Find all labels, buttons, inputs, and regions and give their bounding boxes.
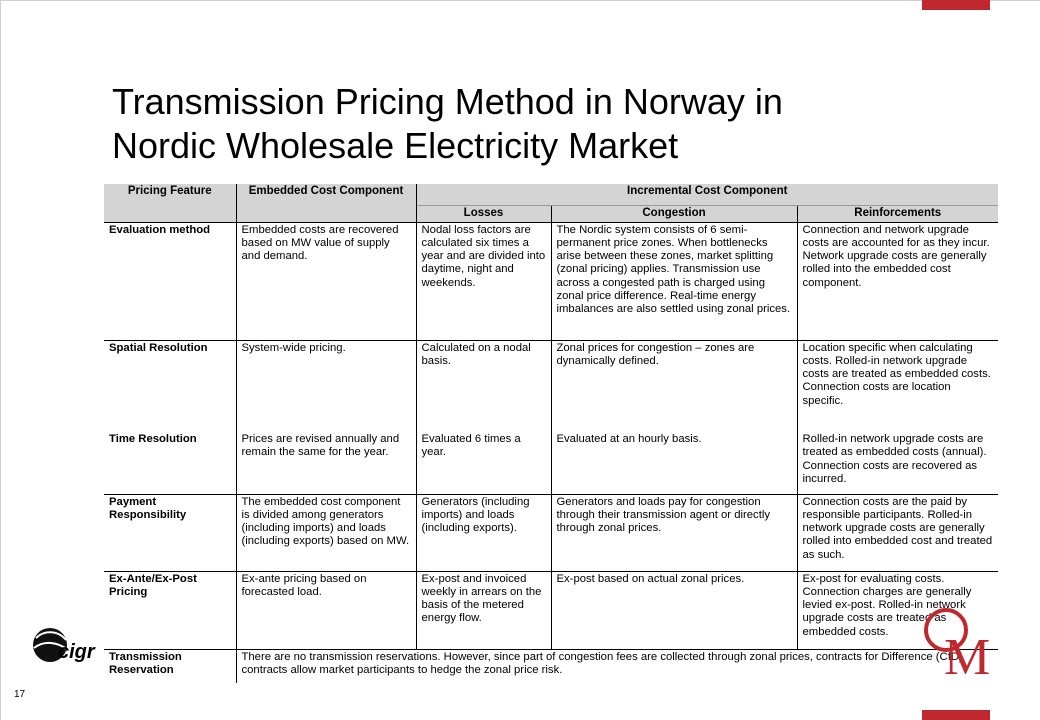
table-row (104, 494, 998, 571)
pricing-table (104, 184, 998, 683)
row-feature: Spatial Resolution (104, 340, 236, 432)
cell-embedded: The embedded cost component is divided among generators (including imports) and loads (including exports) based on MW. (236, 494, 416, 571)
table-row (104, 222, 998, 340)
om-logo (922, 604, 998, 684)
cigre-logo (28, 622, 104, 668)
cell-losses: Evaluated 6 times a year. (416, 432, 551, 494)
header-embedded-cost: Embedded Cost Component (236, 184, 416, 222)
cell-losses: Ex-post and invoiced weekly in arrears on the basis of the metered energy flow. (416, 571, 551, 649)
table-row (104, 571, 998, 649)
cell-embedded: Ex-ante pricing based on forecasted load. (236, 571, 416, 649)
page-number: 17 (14, 689, 26, 700)
cell-congestion: Ex-post based on actual zonal prices. (551, 571, 797, 649)
cell-congestion: Generators and loads pay for congestion through their transmission agent or directly through zonal prices. (551, 494, 797, 571)
cell-losses: Generators (including imports) and loads (including exports). (416, 494, 551, 571)
title-line-1: Transmission Pricing Method in Norway in (112, 81, 783, 122)
cell-reinforcements: Connection and network upgrade costs are accounted for as they incur. Network upgrade costs are generally rolled into the embedded cost component. (797, 222, 998, 340)
cell-reinforcements: Ex-post for evaluating costs. Connection charges are generally levied ex-post. Rolled-in network upgrade costs are treated as embedded costs. (797, 571, 998, 649)
row-feature: Payment Responsibility (104, 494, 236, 571)
header-congestion: Congestion (551, 205, 797, 222)
header-reinforcements: Reinforcements (797, 205, 998, 222)
header-row-1 (104, 184, 998, 205)
cell-congestion: Zonal prices for congestion – zones are dynamically defined. (551, 340, 797, 432)
row-feature: Evaluation method (104, 222, 236, 340)
cell-embedded: System-wide pricing. (236, 340, 416, 432)
table-row (104, 432, 998, 494)
cell-embedded: Embedded costs are recovered based on MW value of supply and demand. (236, 222, 416, 340)
cell-reinforcements: Connection costs are the paid by responsible participants. Rolled-in network upgrade costs are generally rolled into embedded cost and treated as such. (797, 494, 998, 571)
table-row (104, 340, 998, 432)
cell-losses: Calculated on a nodal basis. (416, 340, 551, 432)
bottom-accent-bar (922, 710, 990, 720)
cell-congestion: Evaluated at an hourly basis. (551, 432, 797, 494)
pricing-table-container (104, 184, 998, 695)
header-incremental-cost: Incremental Cost Component (416, 184, 998, 205)
row-feature: Ex-Ante/Ex-Post Pricing (104, 571, 236, 649)
cell-reinforcements: Location specific when calculating costs. Rolled-in network upgrade costs are treated as embedded costs. Connection costs are location specific. (797, 340, 998, 432)
top-accent-bar (922, 0, 990, 10)
cell-congestion: The Nordic system consists of 6 semi-permanent price zones. When bottlenecks arise between these zones, market splitting (zonal pricing) applies. Transmission use across a congested path is charged using zonal price difference. Real-time energy imbalances are also settled using zonal prices. (551, 222, 797, 340)
cell-reinforcements: Rolled-in network upgrade costs are treated as embedded costs (annual). Connection costs are recovered as incurred. (797, 432, 998, 494)
slide-title (112, 80, 912, 168)
header-losses: Losses (416, 205, 551, 222)
cell-reservation: There are no transmission reservations. However, since part of congestion fees are collected through zonal prices, contracts for Difference (CfD) contracts allow market participants to hedge the zonal price risk. (236, 649, 998, 683)
cell-losses: Nodal loss factors are calculated six times a year and are divided into daytime, night and weekends. (416, 222, 551, 340)
om-logo-text: M (944, 629, 991, 684)
cell-embedded: Prices are revised annually and remain the same for the year. (236, 432, 416, 494)
row-feature: Transmission Reservation (104, 649, 236, 683)
title-line-2: Nordic Wholesale Electricity Market (112, 125, 679, 166)
header-pricing-feature: Pricing Feature (104, 184, 236, 222)
cigre-logo-text: cigr (58, 641, 95, 663)
table-row (104, 649, 998, 683)
row-feature: Time Resolution (109, 433, 197, 445)
